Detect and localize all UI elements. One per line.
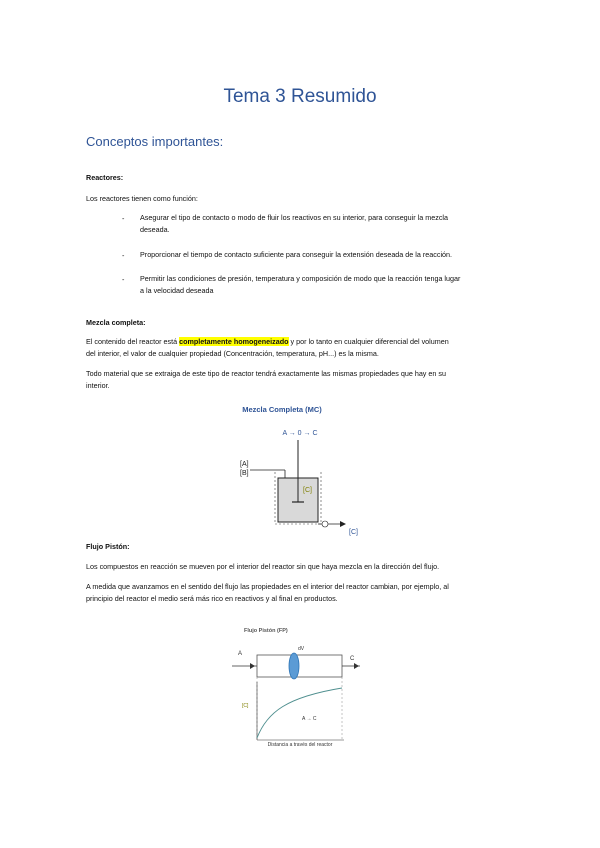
mezcla-text: interior.	[86, 381, 110, 390]
bullet-item	[140, 249, 520, 261]
mezcla-paragraph-2	[86, 368, 526, 392]
reactor-tube	[257, 655, 342, 677]
figure-fp-xlabel: Distancia a través del reactor	[267, 742, 333, 747]
figure-fp-label-conc: [C]	[242, 703, 249, 709]
flujo-text: principio del reactor el medio será más rico en reactivos y al final en productos.	[86, 594, 338, 603]
mezcla-text: Todo material que se extraiga de este tipo de reactor tendrá exactamente las mismas propiedades que hay en su	[86, 369, 446, 378]
bullet-text-line1: Asegurar el tipo de contacto o modo de fluir los reactivos en su interior, para conseguir la mezcla	[140, 213, 449, 222]
flujo-text: A medida que avanzamos en el sentido del flujo las propiedades en el interior del reactor cambian, por ejemplo, al	[86, 582, 449, 591]
figure-mc-label-b: [B]	[240, 470, 249, 477]
section-heading: Conceptos importantes:	[86, 134, 224, 149]
inlet-arrow	[250, 663, 255, 669]
page-title: Tema 3 Resumido	[223, 86, 377, 107]
figure-mc-label-c-out: [C]	[349, 529, 358, 536]
flujo-paragraph-2	[86, 581, 526, 605]
figure-mc-reaction: A → 0 → C	[282, 430, 318, 437]
differential-volume-slice	[289, 653, 299, 679]
mezcla-paragraph-1	[86, 336, 526, 360]
mezcla-text: y por lo tanto en cualquier diferencial del volumen	[288, 337, 449, 346]
flujo-paragraph-1: Los compuestos en reacción se mueven por el interior del reactor sin que haya mezcla en la dirección del flujo.	[86, 562, 440, 571]
bullet-text-line2: deseada.	[140, 225, 170, 234]
bullet-marker: -	[122, 214, 125, 223]
flujo-heading: Flujo Pistón:	[86, 542, 130, 551]
figure-fp-label-reaction: A → C	[302, 716, 317, 722]
outlet-arrow	[340, 521, 346, 527]
outlet-arrow	[354, 663, 359, 669]
bullet-marker: -	[122, 251, 125, 260]
mezcla-text: del interior, el valor de cualquier propiedad (Concentración, temperatura, pH...) es la misma.	[86, 349, 379, 358]
concentration-curve	[257, 688, 342, 738]
bullet-text-line1: Permitir las condiciones de presión, temperatura y composición de modo que la reacción tenga lugar	[140, 274, 461, 283]
figure-mc-title: Mezcla Completa (MC)	[242, 405, 322, 414]
figure-fp-title: Flujo Pistón (FP)	[244, 628, 288, 634]
figure-fp-label-c: C	[350, 656, 355, 662]
reactores-heading: Reactores:	[86, 173, 124, 182]
figure-mc-label-a: [A]	[240, 461, 249, 468]
figure-fp-label-dv: dV	[298, 646, 305, 652]
bullet-marker: -	[122, 275, 125, 284]
mezcla-heading: Mezcla completa:	[86, 318, 146, 327]
figure-mc-label-c-inside: [C]	[303, 487, 312, 494]
bullet-text-line2: a la velocidad deseada	[140, 286, 214, 295]
mezcla-text: El contenido del reactor está	[86, 337, 180, 346]
bullet-text-line1: Proporcionar el tiempo de contacto suficiente para conseguir la extensión deseada de la reacción.	[140, 250, 453, 259]
figure-mezcla-completa	[230, 400, 380, 540]
highlighted-text: completamente homogeneizado	[179, 337, 289, 346]
reactores-intro: Los reactores tienen como función:	[86, 194, 198, 203]
bullet-item	[140, 273, 520, 297]
outlet-valve	[322, 521, 328, 527]
bullet-item	[140, 212, 520, 236]
figure-flujo-piston	[232, 622, 367, 747]
figure-fp-label-a: A	[238, 651, 243, 657]
